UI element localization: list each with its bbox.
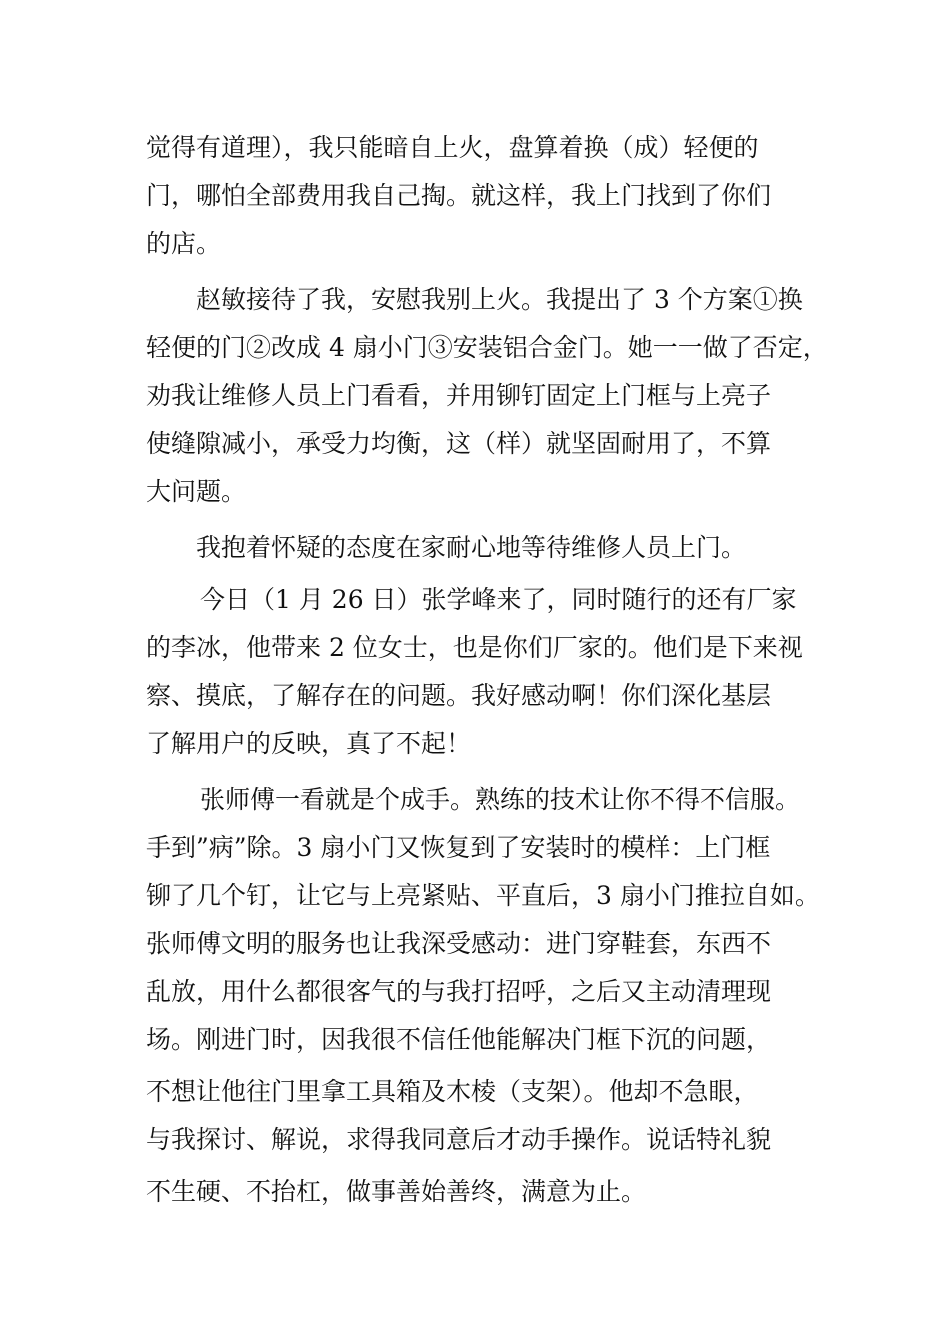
text-line: 张师傅文明的服务也让我深受感动：进门穿鞋套，东西不 [146,929,772,958]
text-line: 大问题。 [146,477,247,506]
text-line: 觉得有道理），我只能暗自上火，盘算着换（成）轻便的 [146,133,759,162]
paragraph-first-line: 赵敏接待了我，安慰我别上火。我提出了 3 个方案①换 [196,285,803,314]
text-line: 场。刚进门时，因我很不信任他能解决门框下沉的问题， [146,1025,772,1054]
text-line: 门，哪怕全部费用我自己掏。就这样，我上门找到了你们 [146,181,772,210]
paragraph-first-line: 张师傅一看就是个成手。熟练的技术让你不得不信服。 [200,785,801,814]
text-line: 了解用户的反映，真了不起！ [146,729,472,758]
text-line: 的店。 [146,229,222,258]
text-line: 与我探讨、解说，求得我同意后才动手操作。说话特礼貌 [146,1125,772,1154]
text-line: 乱放，用什么都很客气的与我打招呼，之后又主动清理现 [146,977,772,1006]
text-line: 轻便的门②改成 4 扇小门③安装铝合金门。她一一做了否定， [146,333,828,362]
text-line: 使缝隙减小，承受力均衡，这（样）就坚固耐用了，不算 [146,429,772,458]
text-line: 不想让他往门里拿工具箱及木棱（支架）。他却不急眼， [146,1077,759,1106]
paragraph-first-line: 今日（1 月 26 日）张学峰来了，同时随行的还有厂家 [200,585,797,614]
text-line: 铆了几个钉，让它与上亮紧贴、平直后，3 扇小门推拉自如。 [146,881,820,910]
text-line: 劝我让维修人员上门看看，并用铆钉固定上门框与上亮子 [146,381,772,410]
text-line: 的李冰，他带来 2 位女士，也是你们厂家的。他们是下来视 [146,633,803,662]
text-line: 手到”病”除。3 扇小门又恢复到了安装时的模样：上门框 [146,833,771,862]
text-line: 察、摸底，了解存在的问题。我好感动啊！你们深化基层 [146,681,772,710]
paragraph-first-line: 我抱着怀疑的态度在家耐心地等待维修人员上门。 [196,533,747,562]
text-line: 不生硬、不抬杠，做事善始善终，满意为止。 [146,1177,647,1206]
